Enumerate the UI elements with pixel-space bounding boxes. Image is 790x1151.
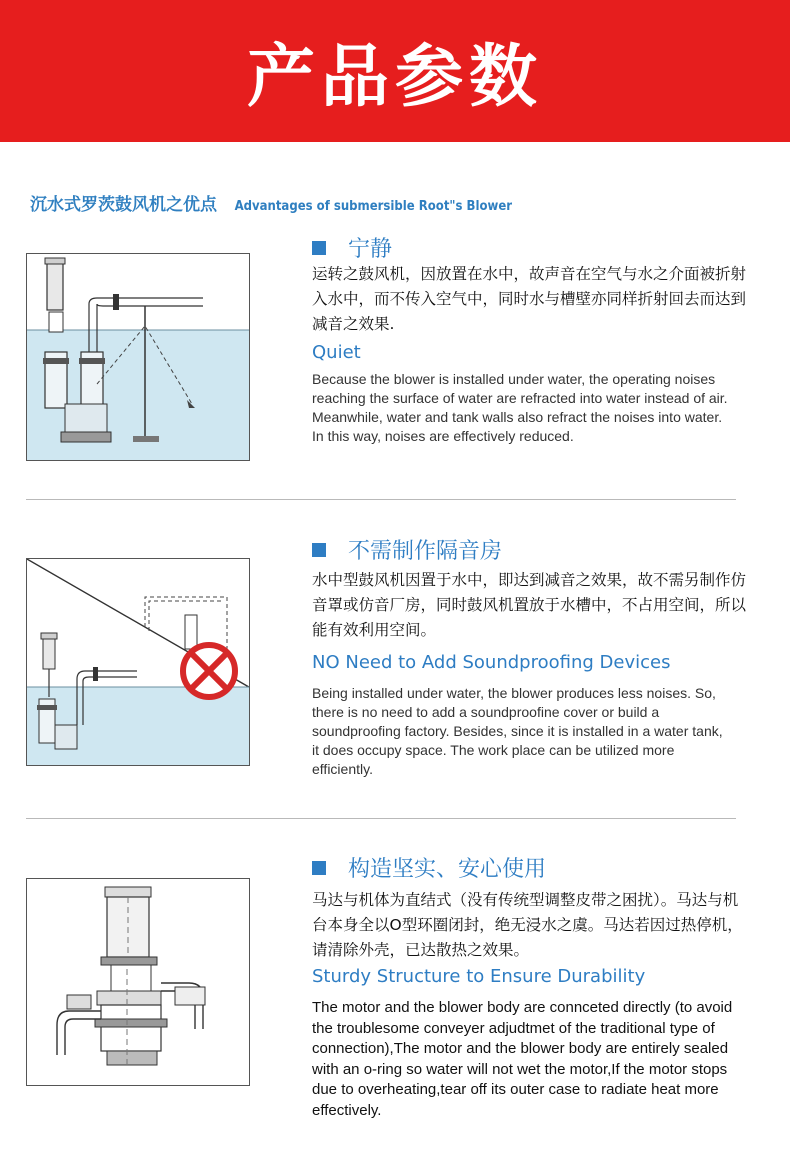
page-title: 产品参数 (246, 37, 543, 117)
section-sturdy-heading-cn: 构造坚实、安心使用 (312, 852, 546, 883)
no-soundproof-room-diagram (26, 558, 250, 766)
section-quiet-heading-cn: 宁静 (312, 232, 392, 263)
title-banner (0, 0, 790, 142)
section-sturdy-heading-en: Sturdy Structure to Ensure Durability (312, 966, 646, 987)
bullet-square-icon (312, 543, 326, 557)
section-quiet-body-cn: 运转之鼓风机，因放置在水中，故声音在空气与水之介面被折射入水中，而不传入空气中，同时水与槽壁亦同样折射回去而达到减音之效果. (312, 265, 747, 333)
bullet-square-icon (312, 861, 326, 875)
section-quiet-body-en: Because the blower is installed under water, the operating noises reaching the surface of water are refracted into water instead of air. Meanwhile, water and tank walls also refract the noises into water. In this way, noises are effectively reduced. (312, 371, 728, 444)
section-divider (26, 818, 736, 819)
section-no-soundproof-heading-en: NO Need to Add Soundproofing Devices (312, 652, 671, 673)
section-sturdy-body-en: The motor and the blower body are connceted directly (to avoid the troublesome conveyer adjudtmet of the traditional type of connection),The motor and the blower body are entirely sealed with an o-ring so water will not wet the motor,If the motor stops due to overheating,tear off its outer case to radiate heat more effectively. (312, 999, 733, 1119)
section-no-soundproof-body-en: Being installed under water, the blower produces less noises. So, there is no need to add a soundproofine cover or build a soundproofing factory. Besides, since it is installed in a water tank, it does occupy space. The work place can be utilized more efficiently. (312, 685, 723, 777)
advantages-subheader (30, 190, 512, 215)
blower-structure-diagram (26, 878, 250, 1086)
subheader-en: Advantages of submersible Root"s Blower (234, 199, 513, 214)
bullet-square-icon (312, 241, 326, 255)
section-no-soundproof-heading-cn: 不需制作隔音房 (312, 534, 502, 565)
submersed-blower-diagram (26, 253, 250, 461)
section-divider (26, 499, 736, 500)
section-quiet-heading-en: Quiet (312, 342, 361, 363)
section-no-soundproof-body-cn: 水中型鼓风机因置于水中，即达到减音之效果，故不需另制作仿音罩或仿音厂房，同时鼓风机置放于水槽中，不占用空间，所以能有效利用空间。 (312, 571, 747, 639)
section-sturdy-body-cn: 马达与机体为直结式（没有传统型调整皮带之困扰）。马达与机台本身全以O型环圈闭封，绝无浸水之虞。马达若因过热停机，请清除外壳，已达散热之效果。 (312, 891, 743, 959)
subheader-cn: 沉水式罗茨鼓风机之优点 (30, 195, 217, 215)
